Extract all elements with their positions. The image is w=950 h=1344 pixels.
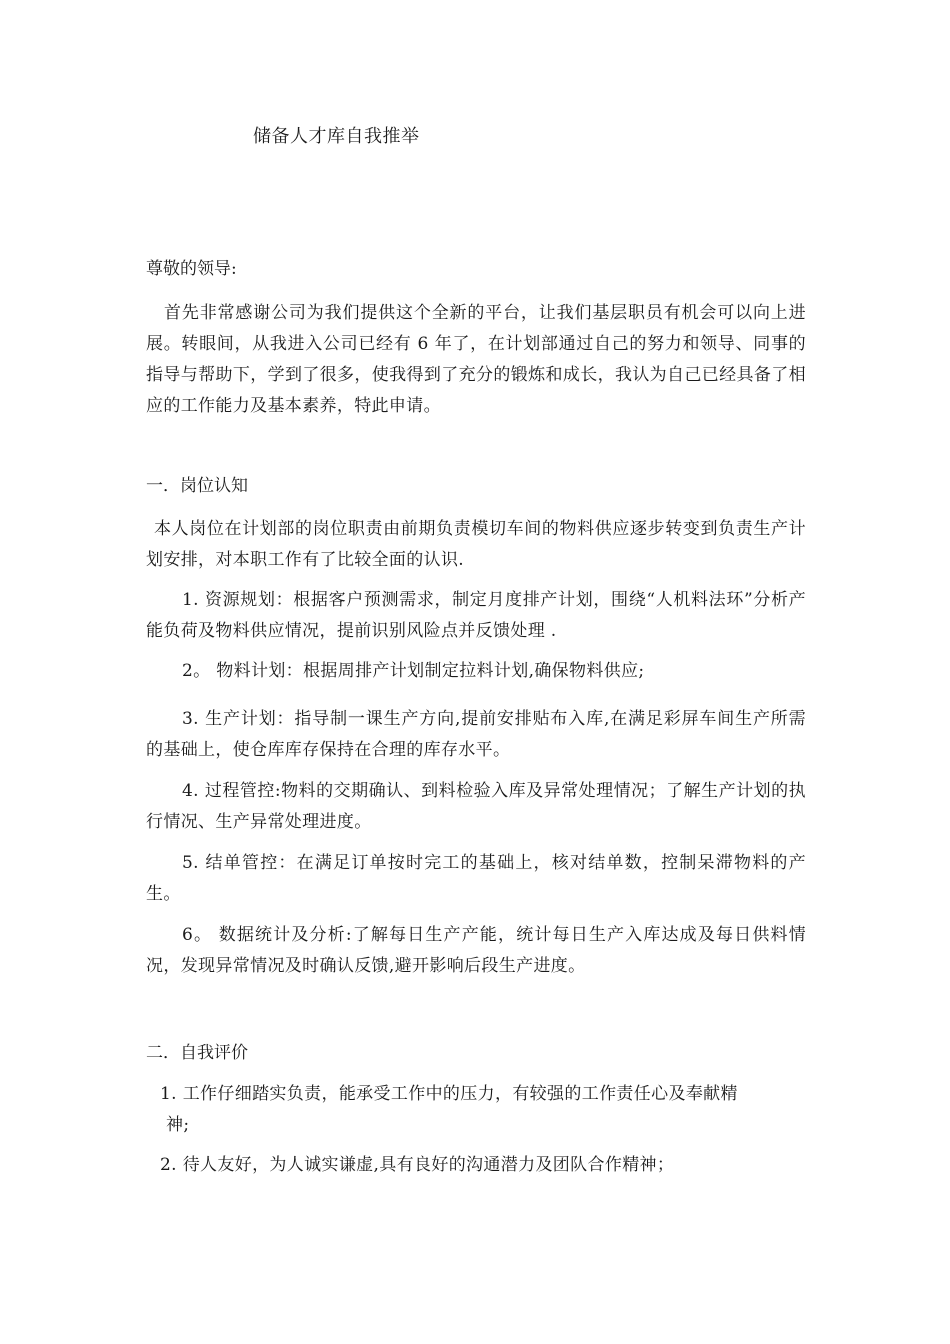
role-item-order-closing: 5. 结单管控：在满足订单按时完工的基础上，核对结单数，控制呆滞物料的产生。: [146, 853, 806, 904]
role-paragraph: 本人岗位在计划部的岗位职责由前期负责模切车间的物料供应逐步转变到负责生产计划安排，对本职工作有了比较全面的认识.: [146, 519, 806, 570]
role-item-data-analysis: 6。 数据统计及分析:了解每日生产产能，统计每日生产入库达成及每日供料情况，发现异常情况及时确认反馈,避开影响后段生产进度。: [146, 925, 806, 976]
list-number: 2.: [160, 1155, 183, 1175]
role-item-resource-planning: 1. 资源规划：根据客户预测需求，制定月度排产计划，围绕“人机料法环”分析产能负荷及物料供应情况，提前识别风险点并反馈处理 .: [146, 590, 806, 641]
document-title: 储备人才库自我推举: [253, 126, 420, 147]
list-number: 1.: [160, 1084, 183, 1104]
self-evaluation-item: [160, 1079, 806, 1141]
self-evaluation-item: [160, 1150, 806, 1181]
list-item-text: 待人友好，为人诚实谦虚,具有良好的沟通潜力及团队合作精神；: [182, 1155, 675, 1175]
section-heading-role: 一．岗位认知: [146, 476, 248, 496]
intro-paragraph: 首先非常感谢公司为我们提供这个全新的平台，让我们基层职员有机会可以向上进展。转眼间，从我进入公司已经有 6 年了，在计划部通过自己的努力和领导、同事的指导与帮助下，学到了很多，使我得到了充分的锻炼和成长，我认为自己已经具备了相应的工作能力及基本素养，特此申请。: [146, 303, 806, 416]
list-item-text: 工作仔细踏实负责，能承受工作中的压力，有较强的工作责任心及奉献精: [182, 1084, 738, 1104]
section-heading-self-evaluation: 二．自我评价: [146, 1043, 248, 1063]
salutation: 尊敬的领导:: [146, 259, 237, 279]
role-item-material-planning: 2。 物料计划：根据周排产计划制定拉料计划,确保物料供应;: [182, 661, 645, 681]
role-item-process-control: 4. 过程管控:物料的交期确认、到料检验入库及异常处理情况；了解生产计划的执行情况、生产异常处理进度。: [146, 781, 806, 832]
role-item-production-planning: 3. 生产计划：指导制一课生产方向,提前安排贴布入库,在满足彩屏车间生产所需的基础上，使仓库库存保持在合理的库存水平。: [146, 709, 806, 760]
list-item-continuation: 神;: [166, 1115, 190, 1135]
